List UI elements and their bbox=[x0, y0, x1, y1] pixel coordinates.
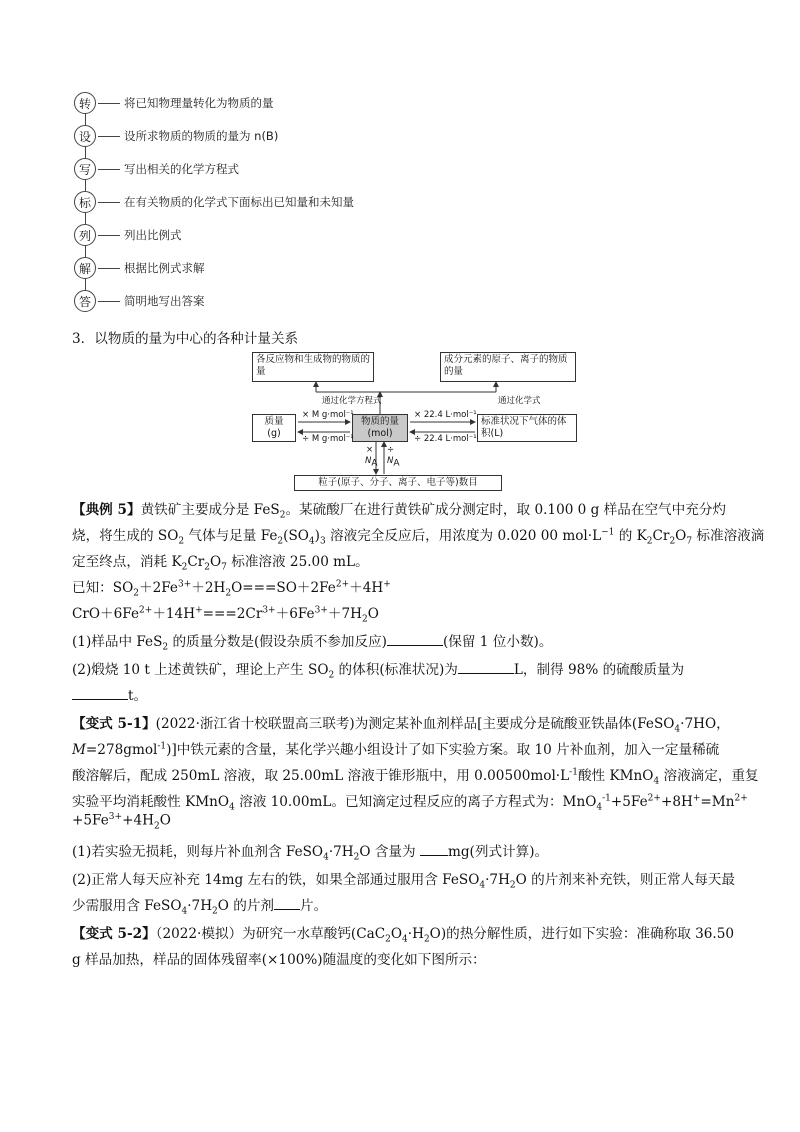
answer-blank[interactable] bbox=[420, 841, 448, 856]
step-convert bbox=[74, 90, 274, 116]
text: +8H bbox=[660, 794, 693, 810]
sub: 2 bbox=[385, 934, 391, 945]
text: 标准溶液滴 bbox=[692, 528, 765, 544]
sub: 2 bbox=[225, 588, 232, 599]
text: O 的片剂来补充铁，则正常人每天最 bbox=[515, 872, 736, 888]
label-times-molar-mass: × M g·mol⁻¹ bbox=[302, 410, 354, 420]
section-heading: 3．以物质的量为中心的各种计量关系 bbox=[72, 331, 299, 347]
step-solve bbox=[74, 255, 205, 281]
example5-line1 bbox=[72, 498, 726, 521]
text: )]中铁元素的含量，某化学兴趣小组设计了如下实验方案。取 10 片补血剂，加入一定量稀硫 bbox=[166, 742, 720, 758]
label-div-na: ÷ bbox=[387, 445, 395, 455]
text: ·7H bbox=[485, 872, 510, 888]
text: O＋6Fe bbox=[88, 606, 140, 622]
text: O 含量为 bbox=[359, 844, 420, 860]
variant51-line2 bbox=[72, 738, 719, 758]
text: 的 K bbox=[614, 528, 647, 544]
example5-equation2 bbox=[72, 602, 379, 625]
box-gas-volume: 标准状况下气体的体积(L) bbox=[477, 414, 577, 442]
text: +4H bbox=[122, 812, 154, 829]
answer-blank[interactable] bbox=[274, 895, 300, 910]
label-times-na: × bbox=[366, 445, 374, 455]
text: ＋2H bbox=[191, 580, 226, 596]
sup: -1 bbox=[157, 741, 167, 752]
text: 气体与足量 Fe bbox=[184, 528, 278, 544]
quantity-relation-diagram bbox=[250, 350, 585, 492]
text: O bbox=[159, 812, 171, 829]
label-div-molar-volume: ÷ 22.4 L·mol⁻¹ bbox=[414, 434, 477, 444]
label-via-equation: 通过化学方程式 bbox=[322, 396, 382, 406]
sub: 4 bbox=[229, 802, 235, 813]
text: 的体积(标准状况)为 bbox=[334, 662, 458, 678]
text: ＋4H bbox=[349, 580, 384, 596]
variant51-question2-cont bbox=[72, 894, 327, 917]
text: 烧，将生成的 SO bbox=[72, 528, 179, 544]
sub: 4 bbox=[674, 724, 681, 735]
text: (2)正常人每天应补充 14mg 左右的铁，如果全部通过服用含 FeSO bbox=[72, 872, 480, 888]
step-text: 将已知物理量转化为物质的量 bbox=[124, 96, 274, 110]
label-na-left bbox=[365, 456, 378, 469]
text: 片。 bbox=[300, 898, 328, 914]
sub: 2 bbox=[212, 906, 218, 917]
text: L，制得 98% 的硫酸质量为 bbox=[513, 662, 685, 678]
example5-question1 bbox=[72, 630, 552, 653]
box-mass bbox=[252, 414, 296, 442]
sub: 7 bbox=[686, 536, 693, 547]
sub: 2 bbox=[669, 536, 676, 547]
step-text: 写出相关的化学方程式 bbox=[124, 162, 239, 176]
answer-blank[interactable] bbox=[458, 659, 514, 674]
text: ·7H bbox=[328, 844, 354, 860]
sub: 4 bbox=[308, 536, 315, 547]
sub: 4 bbox=[653, 776, 660, 787]
step-mark bbox=[74, 189, 354, 215]
text: M bbox=[72, 742, 86, 758]
sup: -1 bbox=[569, 767, 578, 778]
step-marker: 设 bbox=[74, 125, 96, 147]
text: mg(列式计算)。 bbox=[447, 844, 549, 860]
text: ·H bbox=[407, 926, 424, 942]
box-reactant-moles: 各反应物和生成物的物质的量 bbox=[252, 352, 374, 382]
text: 实验平均消耗酸性 KMnO bbox=[72, 794, 230, 810]
sub: 3 bbox=[319, 536, 326, 547]
step-answer bbox=[74, 288, 205, 314]
text: 已知：SO bbox=[72, 580, 134, 596]
sub: 4 bbox=[596, 802, 603, 813]
text: 酸性 KMnO bbox=[577, 768, 654, 784]
sub: 2 bbox=[178, 536, 185, 547]
text: O bbox=[390, 926, 403, 942]
sub: 2 bbox=[153, 821, 160, 832]
text: 标准溶液 25.00 mL。 bbox=[226, 554, 369, 570]
text: ·7HO， bbox=[680, 716, 730, 732]
sub: 2 bbox=[133, 588, 139, 599]
text: O)的热分解性质，进行如下实验：准确称取 36.50 bbox=[429, 926, 735, 942]
sub: 2 bbox=[509, 880, 516, 891]
sub: 4 bbox=[181, 906, 188, 917]
sub: 2 bbox=[279, 510, 286, 521]
text: (2022·浙江省十校联盟高三联考)为测定某补血剂样品[主要成分是硫酸亚铁晶体(FeSO bbox=[155, 716, 675, 732]
text: O bbox=[210, 554, 222, 570]
label-times-molar-volume: × 22.4 L·mol⁻¹ bbox=[414, 410, 477, 420]
text: (2)煅烧 10 t 上述黄铁矿，理论上产生 SO bbox=[72, 662, 329, 678]
sup: 3+ bbox=[108, 812, 123, 822]
sub: 2 bbox=[353, 852, 360, 863]
text: O bbox=[675, 528, 687, 544]
sub: 7 bbox=[221, 562, 227, 573]
mass-unit: (g) bbox=[267, 428, 281, 439]
text: +5Fe bbox=[72, 812, 109, 829]
text: =278gmol bbox=[85, 742, 158, 758]
variant-label: 【变式 5-2】 bbox=[72, 926, 156, 942]
text: (1)样品中 FeS bbox=[72, 634, 163, 650]
text: ＋14H bbox=[152, 606, 196, 622]
text: t。 bbox=[128, 688, 148, 704]
sup: + bbox=[692, 793, 701, 804]
box-amount-of-substance bbox=[352, 414, 408, 442]
variant51-line3 bbox=[72, 764, 759, 787]
text: =Mn bbox=[700, 794, 735, 810]
sup: 3+ bbox=[262, 605, 276, 616]
example-label: 【典例 5】 bbox=[72, 502, 141, 518]
variant51-line4 bbox=[72, 790, 748, 813]
example5-question2-cont bbox=[72, 684, 147, 704]
center-unit: (mol) bbox=[367, 428, 393, 439]
box-particle-count: 粒子(原子、分子、离子、电子等)数目 bbox=[294, 475, 502, 491]
na-symbol: N bbox=[365, 456, 372, 466]
sup: 3+ bbox=[314, 605, 328, 616]
text: 定至终点，消耗 K bbox=[72, 554, 182, 570]
answer-blank[interactable] bbox=[387, 631, 443, 646]
steps-flowchart bbox=[74, 90, 434, 320]
text: 。某硫酸厂在进行黄铁矿成分测定时，取 0.100 0 g 样品在空气中充分灼 bbox=[285, 502, 727, 518]
text: 的质量分数是(假设杂质不参加反应) bbox=[168, 634, 387, 650]
variant51-question2 bbox=[72, 868, 735, 891]
text: O 的片剂 bbox=[217, 898, 275, 914]
step-text: 在有关物质的化学式下面标出已知量和未知量 bbox=[124, 195, 354, 209]
text: +5Fe bbox=[610, 794, 648, 810]
step-text: 设所求物质的物质的量为 n(B) bbox=[124, 129, 279, 143]
example5-line3 bbox=[72, 550, 369, 573]
step-assume bbox=[74, 123, 278, 149]
variant52-line2: g 样品加热，样品的固体残留率(×100%)随温度的变化如下图所示： bbox=[72, 952, 486, 968]
sub: 2 bbox=[646, 536, 653, 547]
text: 黄铁矿主要成分是 FeS bbox=[140, 502, 280, 518]
box-element-moles: 成分元素的原子、离子的物质的量 bbox=[440, 352, 576, 382]
sup: 3+ bbox=[177, 579, 192, 590]
sub: 2 bbox=[361, 614, 368, 625]
na-sub: A bbox=[371, 458, 378, 469]
step-marker: 标 bbox=[74, 191, 96, 213]
text: 溶液 10.00mL。已知滴定过程反应的离子方程式为：MnO bbox=[234, 794, 597, 810]
step-text: 列出比例式 bbox=[124, 228, 182, 242]
step-marker: 转 bbox=[74, 92, 96, 114]
text: (1)若实验无损耗，则每片补血剂含 FeSO bbox=[72, 844, 324, 860]
step-text: 根据比例式求解 bbox=[124, 261, 205, 275]
text: ＋2Fe bbox=[138, 580, 178, 596]
sub: 4 bbox=[402, 934, 408, 945]
text: 少需服用含 FeSO bbox=[72, 898, 182, 914]
step-write bbox=[74, 156, 239, 182]
text: ===2Cr bbox=[202, 606, 263, 622]
sub: 4 bbox=[323, 852, 329, 863]
na-sub: A bbox=[393, 458, 400, 469]
step-marker: 列 bbox=[74, 224, 96, 246]
text: ·7H bbox=[187, 898, 213, 914]
text: 溶液滴定，重复 bbox=[659, 768, 759, 784]
text: Cr bbox=[652, 528, 670, 544]
sup: -1 bbox=[602, 793, 611, 804]
step-marker: 写 bbox=[74, 158, 96, 180]
sub: 2 bbox=[204, 562, 211, 573]
mass-label: 质量 bbox=[264, 416, 284, 427]
text: O bbox=[367, 606, 379, 622]
text: ＋6Fe bbox=[275, 606, 315, 622]
label-na-right bbox=[387, 456, 400, 469]
step-marker: 解 bbox=[74, 257, 96, 279]
sup: 2+ bbox=[734, 793, 748, 804]
step-marker: 答 bbox=[74, 290, 96, 312]
text: 溶液完全反应后，用浓度为 0.020 00 mol·L bbox=[325, 528, 602, 544]
step-text: 简明地写出答案 bbox=[124, 294, 205, 308]
sub: 2 bbox=[423, 934, 430, 945]
example5-question2 bbox=[72, 658, 684, 681]
text: O===SO＋2Fe bbox=[231, 580, 336, 596]
sub: 2 bbox=[277, 536, 284, 547]
text: （2022·模拟）为研究一水草酸钙(CaC bbox=[155, 926, 386, 942]
text: ) bbox=[314, 528, 320, 544]
label-via-formula: 通过化学式 bbox=[498, 396, 541, 406]
variant52-line1 bbox=[72, 922, 734, 945]
sup: + bbox=[383, 579, 391, 590]
text: ＋7H bbox=[327, 606, 362, 622]
example5-line2 bbox=[72, 524, 764, 547]
variant-label: 【变式 5-1】 bbox=[72, 716, 156, 732]
text: Cr bbox=[187, 554, 205, 570]
sub: 2 bbox=[181, 562, 188, 573]
sup: + bbox=[195, 605, 203, 616]
step-list bbox=[74, 222, 182, 248]
sup: −1 bbox=[601, 527, 615, 538]
sub: 4 bbox=[479, 880, 486, 891]
na-symbol: N bbox=[387, 456, 394, 466]
label-div-molar-mass: ÷ M g·mol⁻¹ bbox=[302, 434, 354, 444]
center-label: 物质的量 bbox=[360, 416, 399, 427]
sub: 2 bbox=[328, 670, 335, 681]
sup: 2+ bbox=[139, 605, 153, 616]
text: 酸溶解后，配成 250mL 溶液，取 25.00mL 溶液于锥形瓶中，用 0.00500mol·L bbox=[72, 768, 570, 784]
sup: 2+ bbox=[647, 793, 661, 804]
answer-blank[interactable] bbox=[72, 685, 128, 700]
text: (SO bbox=[283, 528, 309, 544]
text: Cr bbox=[72, 606, 89, 622]
text: (保留 1 位小数)。 bbox=[442, 634, 553, 650]
sub: 2 bbox=[162, 642, 169, 653]
variant51-question1 bbox=[72, 840, 548, 863]
variant51-line5 bbox=[72, 812, 171, 831]
sup: 2+ bbox=[335, 579, 350, 590]
example5-equation1 bbox=[72, 576, 391, 599]
variant51-line1 bbox=[72, 712, 730, 735]
